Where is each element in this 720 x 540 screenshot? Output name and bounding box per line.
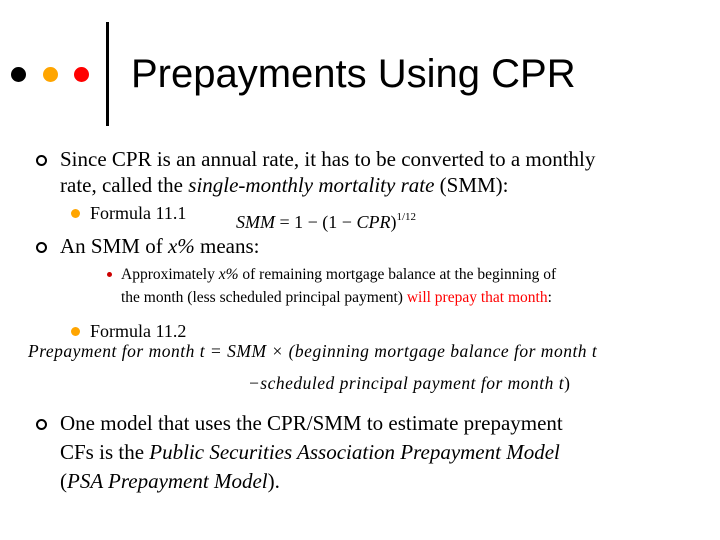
dot-orange-icon <box>43 67 58 82</box>
sub-bullet-icon <box>71 209 80 218</box>
slide-title: Prepayments Using CPR <box>131 52 576 96</box>
bullet3-line3: (PSA Prepayment Model). <box>60 469 280 493</box>
formula2-line2: −scheduled principal payment for month t) <box>248 373 571 393</box>
dot-red-icon <box>74 67 89 82</box>
title-divider <box>106 22 109 126</box>
small-bullet-icon <box>107 272 112 277</box>
bullet1-line1: Since CPR is an annual rate, it has to be converted to a monthly <box>60 147 596 171</box>
bullet1-line2: rate, called the single-monthly mortality rate (SMM): <box>60 173 509 197</box>
bullet-ring-icon <box>36 242 47 253</box>
bullet2-text: An SMM of x% means: <box>60 234 260 258</box>
bullet3-line2: CFs is the Public Securities Association Prepayment Model <box>60 440 560 464</box>
formula2-line1: Prepayment for month t = SMM × (beginning mortgage balance for month t <box>28 341 598 361</box>
subpoint-line1: Approximately x% of remaining mortgage balance at the beginning of <box>121 266 557 283</box>
subpoint-line2: the month (less scheduled principal payment) will prepay that month: <box>121 289 552 306</box>
formula1-equation: SMM = 1 − (1 − CPR)$^{1/12}$ <box>236 211 417 232</box>
dot-black-icon <box>11 67 26 82</box>
formula2-label: Formula 11.2 <box>90 321 187 341</box>
bullet-ring-icon <box>36 155 47 166</box>
bullet3-line1: One model that uses the CPR/SMM to estimate prepayment <box>60 411 563 435</box>
bullet-ring-icon <box>36 419 47 430</box>
formula1-label: Formula 11.1 <box>90 203 187 223</box>
sub-bullet-icon <box>71 327 80 336</box>
